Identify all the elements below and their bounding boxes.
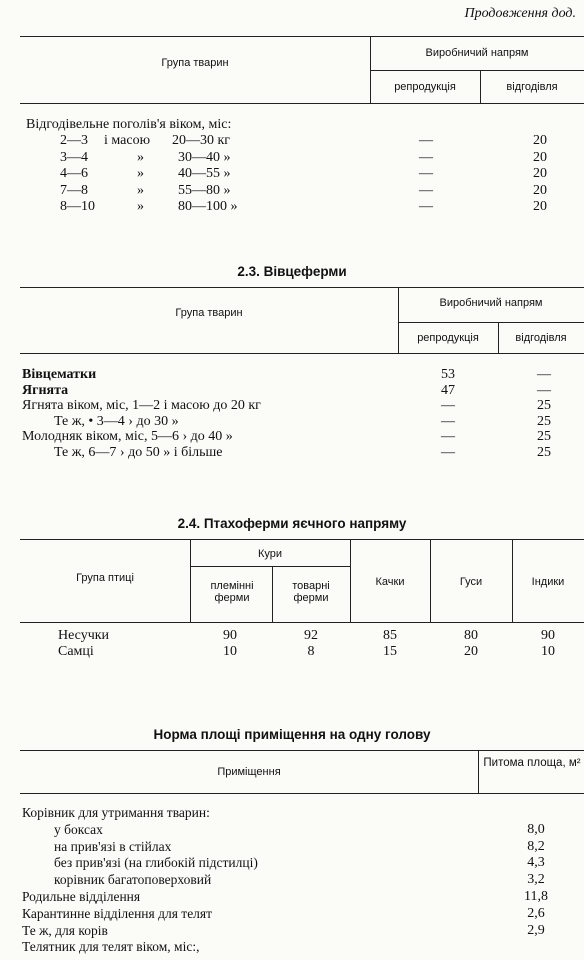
reproduction-value: — [441, 413, 455, 429]
header-reproduction: репродукція [394, 81, 456, 93]
cell-value: 90 [223, 628, 237, 643]
fattening-value: 20 [533, 199, 547, 214]
mass-range: 40—55 » [178, 166, 231, 181]
header-breeding-farms: племінні ферми [210, 580, 254, 604]
rule [190, 566, 350, 567]
header-direction: Виробничий напрям [439, 297, 543, 309]
header-turkeys: Індики [531, 576, 565, 588]
rule [478, 750, 479, 793]
mass-range: 20—30 кг [172, 133, 231, 148]
reproduction-value: — [441, 429, 455, 444]
header-geese: Гуси [459, 576, 483, 588]
row-label: Телятник для телят віком, міс:, [22, 939, 200, 955]
fattening-value: — [537, 382, 551, 398]
cell-value: 8 [307, 644, 315, 659]
section-label: Відгодівельне поголів'я віком, міс: [26, 117, 232, 132]
row-label: Несучки [58, 628, 110, 643]
header-reproduction: репродукція [417, 332, 479, 344]
header-fattening: відгодівля [515, 332, 567, 344]
area-value: 8,0 [527, 821, 545, 837]
age-range: 4—6 [60, 166, 88, 181]
fattening-value: 25 [537, 444, 551, 460]
mass-range: 30—40 » [178, 149, 231, 165]
header-hens: Кури [257, 548, 283, 560]
header-group: Група птиці [76, 572, 134, 584]
mass-range: 55—80 » [178, 182, 231, 198]
fattening-value: 20 [533, 166, 547, 181]
rule [20, 750, 584, 751]
reproduction-value: — [419, 149, 433, 165]
reproduction-value: — [441, 444, 455, 460]
header-group: Група тварин [175, 307, 243, 319]
reproduction-value: 47 [441, 382, 455, 398]
header-specific-area: Питома площа, м² [483, 757, 581, 769]
cell-value: 90 [541, 628, 555, 643]
mass-separator: » [137, 182, 144, 198]
row-label: Те ж, 6—7 › до 50 » і більше [54, 444, 223, 460]
row-label: Самці [58, 644, 94, 659]
age-range: 3—4 [60, 149, 88, 165]
header-fattening: відгодівля [506, 81, 558, 93]
fattening-value: 25 [537, 398, 551, 413]
cell-value: 10 [541, 644, 555, 659]
reproduction-value: — [419, 199, 433, 214]
area-value: 3,2 [527, 872, 545, 888]
reproduction-value: — [441, 398, 455, 413]
row-label: корівник багатоповерховий [54, 872, 212, 888]
header-ducks: Качки [375, 576, 405, 588]
row-label: Те ж, для корів [22, 922, 108, 938]
row-label: Ягнята [22, 382, 69, 398]
row-label: Карантинне відділення для телят [22, 905, 213, 921]
cell-value: 15 [383, 644, 397, 659]
fattening-value: 25 [537, 413, 551, 429]
area-value: 2,9 [527, 922, 545, 938]
row-label: Те ж, • 3—4 › до 30 » [54, 413, 179, 429]
fattening-value: 20 [533, 149, 547, 165]
fattening-value: — [537, 367, 551, 382]
row-label: Родильне відділення [22, 889, 141, 904]
row-label: Молодняк віком, міс, 5—6 › до 40 » [22, 429, 233, 444]
section-title: 2.4. Птахоферми яєчного напряму [177, 516, 407, 531]
row-label: Корівник для утримання тварин: [22, 805, 210, 820]
rule [20, 793, 584, 794]
row-label: без прив'язі (на глибокій підстилці) [54, 855, 258, 871]
age-range: 7—8 [60, 182, 88, 198]
rule [370, 70, 584, 71]
row-label: Ягнята віком, міс, 1—2 і масою до 20 кг [22, 398, 261, 413]
rule [20, 622, 584, 623]
header-group: Група тварин [161, 57, 229, 69]
section-title: 2.3. Вівцеферми [237, 264, 347, 279]
continuation-note: Продовження дод. [464, 6, 576, 21]
rule [398, 322, 584, 323]
cell-value: 85 [383, 628, 397, 643]
rule [20, 539, 584, 540]
header-commercial-farms: товарні ферми [292, 580, 330, 604]
age-range: 8—10 [60, 199, 95, 214]
fattening-value: 20 [533, 182, 547, 198]
reproduction-value: — [419, 133, 433, 148]
area-value: 11,8 [524, 889, 548, 904]
area-value: 8,2 [527, 838, 545, 854]
area-value: 2,6 [527, 905, 545, 921]
mass-range: 80—100 » [178, 199, 238, 214]
rule [20, 353, 584, 354]
fattening-value: 25 [537, 429, 551, 444]
cell-value: 80 [464, 628, 478, 643]
row-label: Вівцематки [22, 367, 97, 382]
fattening-value: 20 [533, 133, 547, 148]
mass-separator: » [137, 166, 144, 181]
rule [20, 36, 584, 37]
rule [272, 566, 273, 622]
rule [20, 103, 584, 104]
cell-value: 92 [304, 628, 318, 643]
reproduction-value: — [419, 166, 433, 181]
mass-separator: » [137, 149, 144, 165]
row-label: на прив'язі в стійлах [54, 838, 172, 854]
header-room: Приміщення [217, 766, 281, 778]
mass-separator: » [137, 199, 144, 214]
cell-value: 20 [464, 644, 478, 659]
area-value: 4,3 [527, 855, 545, 871]
mass-separator: і масою [104, 133, 151, 148]
age-range: 2—3 [60, 133, 88, 148]
section-title: Норма площі приміщення на одну голову [153, 727, 431, 742]
header-direction: Виробничий напрям [425, 47, 529, 59]
row-label: у боксах [54, 821, 103, 837]
cell-value: 10 [223, 644, 237, 659]
reproduction-value: 53 [441, 367, 455, 382]
rule [20, 287, 584, 288]
reproduction-value: — [419, 182, 433, 198]
